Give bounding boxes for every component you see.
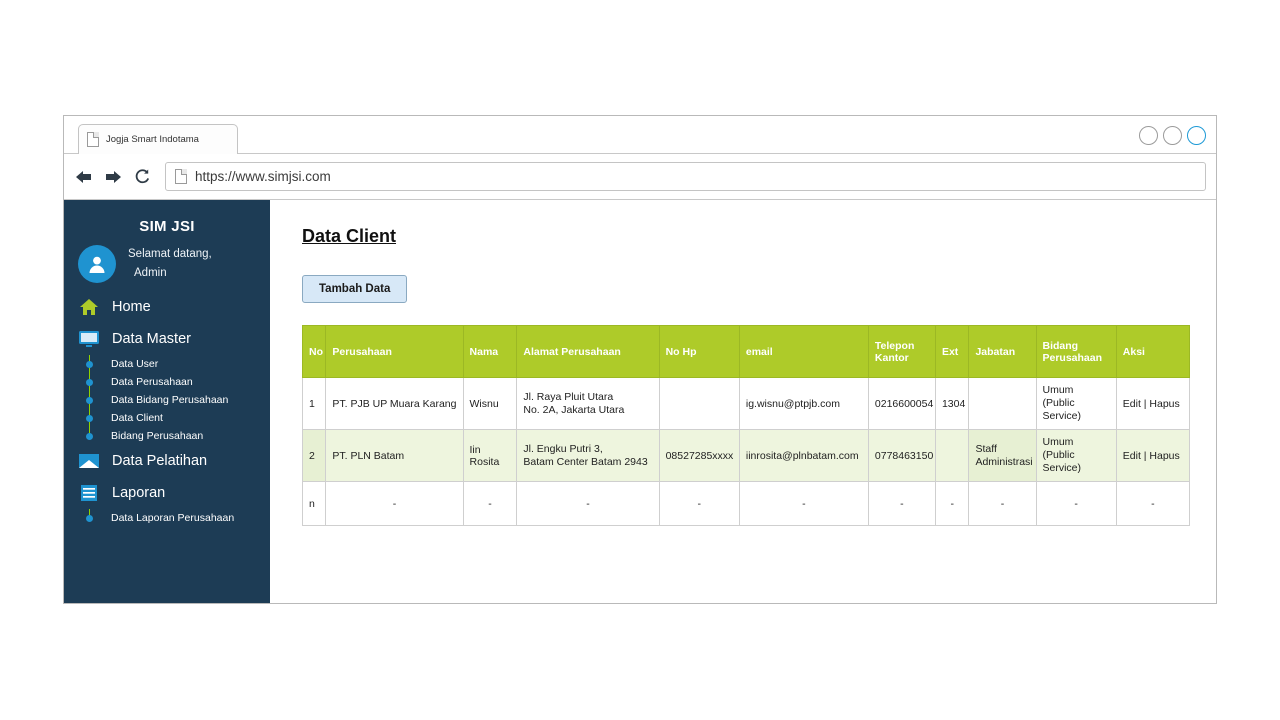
cell-bidang: - — [1036, 482, 1116, 526]
col-email: email — [739, 326, 868, 378]
cell-telepon: 0778463150 — [868, 430, 935, 482]
page-icon — [87, 132, 99, 147]
envelope-icon — [78, 451, 100, 471]
cell-email: ig.wisnu@ptpjb.com — [739, 378, 868, 430]
cell-bidang — [1036, 378, 1116, 430]
user-block — [64, 245, 270, 291]
cell-aksi: - — [1116, 482, 1189, 526]
cell-email: - — [739, 482, 868, 526]
forward-arrow-icon[interactable] — [103, 167, 123, 187]
cell-alamat-line2: Batam Center Batam 2943 — [523, 455, 648, 468]
table-row — [303, 482, 1190, 526]
cell-ext: - — [935, 482, 969, 526]
greeting-line1: Selamat datang, — [128, 248, 212, 260]
browser-tab[interactable] — [78, 124, 238, 154]
sidebar-item-label: Data Pelatihan — [112, 453, 208, 469]
bullet-icon — [86, 361, 93, 368]
bullet-icon — [86, 433, 93, 440]
greeting — [128, 245, 212, 283]
cell-no-hp: - — [659, 482, 739, 526]
col-ext: Ext — [935, 326, 969, 378]
sidebar-subitem-data-laporan-perusahaan[interactable] — [64, 509, 270, 527]
cell-no: 2 — [303, 430, 326, 482]
data-master-submenu — [64, 355, 270, 445]
document-icon — [78, 483, 100, 503]
cell-ext — [935, 430, 969, 482]
cell-jabatan-line1: Staff — [975, 442, 997, 455]
cell-alamat — [517, 430, 659, 482]
sidebar-subitem-label: Data User — [111, 358, 159, 370]
sidebar-subitem-data-user[interactable] — [64, 355, 270, 373]
sidebar-item-label: Data Master — [112, 331, 191, 347]
home-icon — [78, 297, 100, 317]
sidebar-item-data-pelatihan[interactable] — [64, 445, 270, 477]
col-no: No — [303, 326, 326, 378]
col-no-hp: No Hp — [659, 326, 739, 378]
sidebar-subitem-label: Data Client — [111, 412, 163, 424]
cell-perusahaan: PT. PLN Batam — [326, 430, 463, 482]
cell-aksi[interactable]: Edit | Hapus — [1116, 430, 1189, 482]
add-data-button[interactable]: Tambah Data — [302, 275, 407, 303]
cell-bidang-line2: (Public Service) — [1042, 397, 1082, 422]
col-aksi: Aksi — [1116, 326, 1189, 378]
col-alamat-perusahaan: Alamat Perusahaan — [517, 326, 659, 378]
cell-bidang-line1: Umum — [1042, 384, 1074, 396]
table-row — [303, 378, 1190, 430]
cell-bidang-line1: Umum — [1042, 436, 1074, 448]
back-arrow-icon[interactable] — [74, 167, 94, 187]
sidebar-item-data-master[interactable] — [64, 323, 270, 355]
tab-title: Jogja Smart Indotama — [106, 134, 199, 145]
cell-no-hp: 08527285xxxx — [659, 430, 739, 482]
col-jabatan: Jabatan — [969, 326, 1036, 378]
cell-nama: Iin Rosita — [463, 430, 517, 482]
col-bidang-perusahaan: Bidang Perusahaan — [1036, 326, 1116, 378]
sidebar-item-laporan[interactable] — [64, 477, 270, 509]
cell-nama: Wisnu — [463, 378, 517, 430]
cell-alamat-line1: Jl. Engku Putri 3, — [523, 442, 603, 455]
reload-icon[interactable] — [132, 167, 152, 187]
page-title: Data Client — [302, 226, 397, 246]
url-text: https://www.simjsi.com — [195, 169, 331, 184]
col-telepon-kantor: Telepon Kantor — [868, 326, 935, 378]
cell-telepon: - — [868, 482, 935, 526]
browser-window — [63, 115, 1217, 604]
sidebar-subitem-label: Data Laporan Perusahaan — [111, 512, 235, 524]
site-page-icon — [175, 169, 187, 184]
greeting-line2: Admin — [134, 267, 167, 279]
laporan-submenu — [64, 509, 270, 527]
table-header-row — [303, 326, 1190, 378]
cell-no: n — [303, 482, 326, 526]
main-content — [270, 200, 1216, 603]
sidebar-item-label: Laporan — [112, 485, 166, 501]
cell-ext: 1304 — [935, 378, 969, 430]
cell-alamat-line2: No. 2A, Jakarta Utara — [523, 403, 625, 416]
cell-email: iinrosita@plnbatam.com — [739, 430, 868, 482]
sidebar-subitem-label: Data Perusahaan — [111, 376, 193, 388]
app-brand: SIM JSI — [139, 218, 195, 235]
bullet-icon — [86, 415, 93, 422]
col-nama: Nama — [463, 326, 517, 378]
sidebar-subitem-label: Bidang Perusahaan — [111, 430, 204, 442]
data-client-table — [302, 325, 1190, 526]
sidebar-subitem-data-client[interactable] — [64, 409, 270, 427]
cell-jabatan: - — [969, 482, 1036, 526]
avatar — [78, 245, 116, 283]
page-viewport — [64, 200, 1216, 603]
window-controls — [1139, 126, 1206, 145]
sidebar-subitem-data-perusahaan[interactable] — [64, 373, 270, 391]
cell-alamat-line1: Jl. Raya Pluit Utara — [523, 390, 614, 403]
minimize-button[interactable] — [1139, 126, 1158, 145]
cell-no-hp — [659, 378, 739, 430]
cell-nama: - — [463, 482, 517, 526]
bullet-icon — [86, 379, 93, 386]
bullet-icon — [86, 515, 93, 522]
cell-bidang-line2: (Public Service) — [1042, 449, 1082, 474]
sidebar-subitem-bidang-perusahaan[interactable] — [64, 427, 270, 445]
maximize-button[interactable] — [1163, 126, 1182, 145]
table-row — [303, 430, 1190, 482]
sidebar — [64, 200, 270, 603]
sidebar-item-home[interactable] — [64, 291, 270, 323]
cell-aksi[interactable]: Edit | Hapus — [1116, 378, 1189, 430]
cell-jabatan — [969, 378, 1036, 430]
bullet-icon — [86, 397, 93, 404]
col-perusahaan: Perusahaan — [326, 326, 463, 378]
tab-strip — [64, 116, 1216, 154]
cell-jabatan — [969, 430, 1036, 482]
close-button[interactable] — [1187, 126, 1206, 145]
address-bar — [64, 154, 1216, 200]
sidebar-subitem-label: Data Bidang Perusahaan — [111, 394, 229, 406]
cell-alamat: - — [517, 482, 659, 526]
url-bar[interactable] — [165, 162, 1206, 191]
cell-bidang — [1036, 430, 1116, 482]
cell-jabatan-line2: Administrasi — [975, 455, 1033, 468]
sidebar-subitem-data-bidang-perusahaan[interactable] — [64, 391, 270, 409]
cell-telepon: 0216600054 — [868, 378, 935, 430]
cell-alamat — [517, 378, 659, 430]
monitor-icon — [78, 329, 100, 349]
sidebar-item-label: Home — [112, 299, 151, 315]
cell-no: 1 — [303, 378, 326, 430]
cell-perusahaan: PT. PJB UP Muara Karang — [326, 378, 463, 430]
cell-perusahaan: - — [326, 482, 463, 526]
